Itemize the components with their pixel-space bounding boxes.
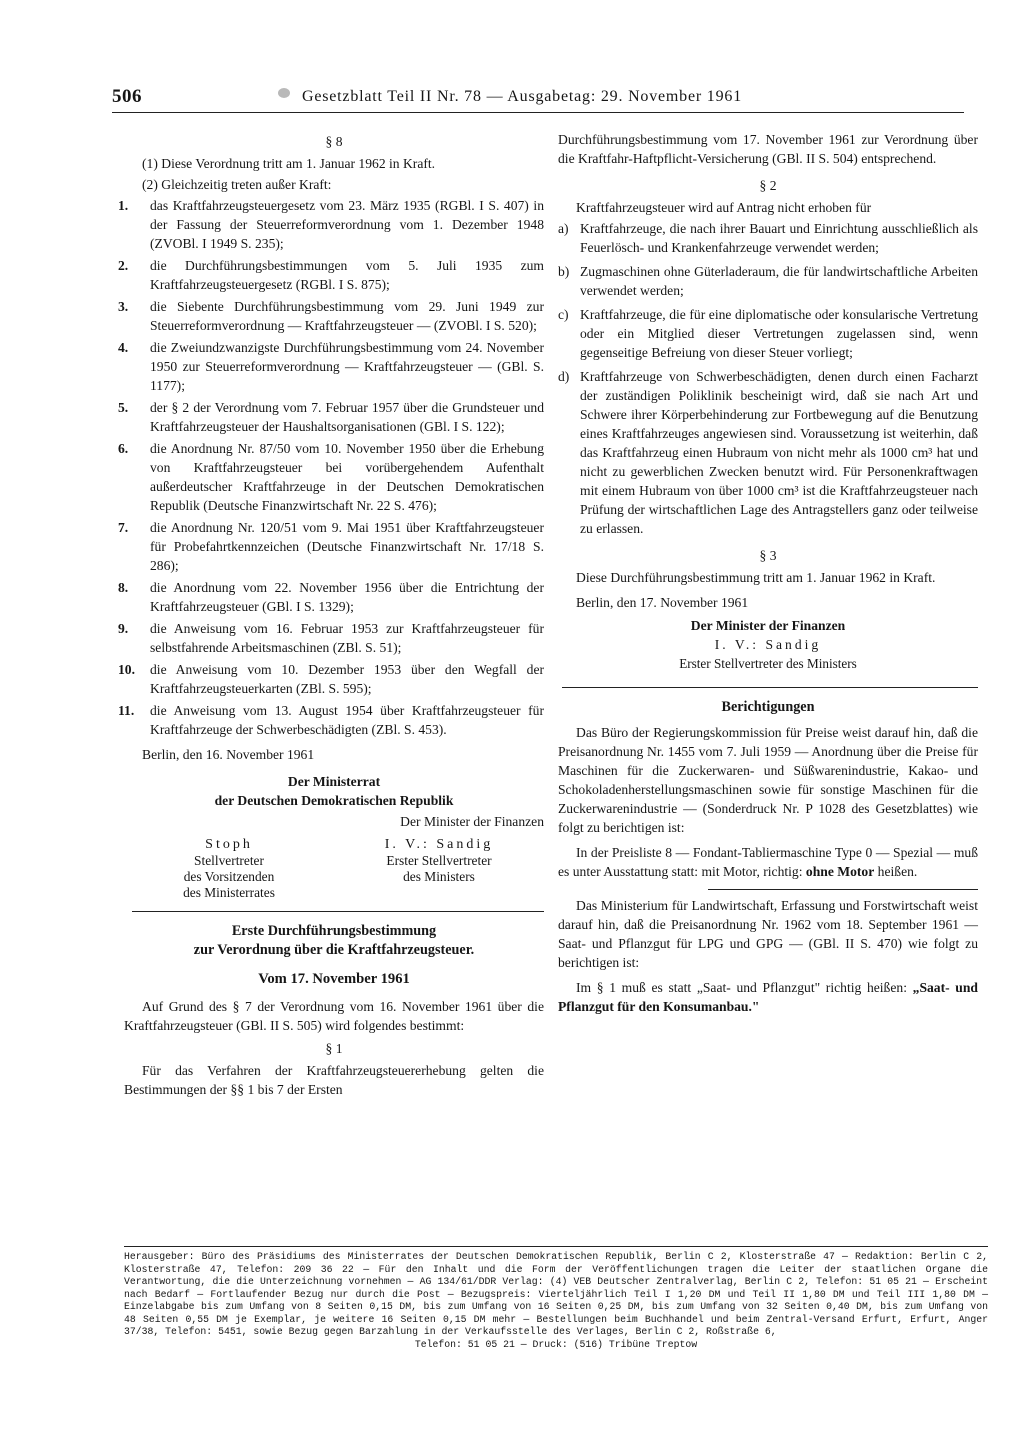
item-number: 9. xyxy=(118,621,129,636)
item-text: die Zweiundzwanzigste Durchführungsbestimmung vom 24. November 1950 zur Steuerreformverordnung — Kraftfahrzeugsteuer — (GBl. S. 1177); xyxy=(150,340,544,393)
exemption-list xyxy=(558,219,978,538)
list-item xyxy=(118,398,544,436)
short-divider xyxy=(708,889,978,890)
paragraph: Das Büro der Regierungskommission für Preise weist darauf hin, daß die Preisanordnung Nr. 1455 vom 7. Juli 1959 — Anordnung über die Preise für Maschinen für die Zuckerwaren- und Süßwarenindustrie, Kakao- und Schokoladenherstellungsmaschinen sowie für sonstige Maschinen für die Zuckerwarenindustrie — (Sonderdruck Nr. P 1028 des Gesetzblattes) wie folgt zu berichtigen ist: xyxy=(558,725,978,835)
signatory-role: des Vorsitzenden xyxy=(183,869,275,884)
minister-title: Der Minister der Finanzen xyxy=(690,618,846,633)
item-number: 8. xyxy=(118,580,129,595)
item-number: 7. xyxy=(118,520,129,535)
list-item xyxy=(558,305,978,362)
imprint-footer xyxy=(124,1246,988,1351)
item-text: Kraftfahrzeuge, die nach ihrer Bauart und Einrichtung ausschließlich als Feuerlösch- und Krankenfahrzeuge verwendet werden; xyxy=(580,221,978,255)
section-heading: § 3 xyxy=(759,548,777,563)
council-title: Der Ministerrat xyxy=(287,774,381,789)
item-text: die Anordnung Nr. 120/51 vom 9. Mai 1951 über Kraftfahrzeugsteuer für Probefahrtkennzeichen (Deutsche Finanzwirtschaft Nr. 17/18 S. 286); xyxy=(150,520,544,573)
signatory-role: Erster Stellvertreter des Ministers xyxy=(679,656,857,671)
list-item xyxy=(118,196,544,253)
item-text: der § 2 der Verordnung vom 7. Februar 1957 über die Grundsteuer und Kraftfahrzeugsteuer der Haushaltsorganisationen (GBl. I S. 122); xyxy=(150,400,544,434)
list-item xyxy=(118,578,544,616)
item-number: 11. xyxy=(118,703,135,718)
paragraph xyxy=(558,978,978,1016)
section-heading: § 2 xyxy=(759,178,777,193)
regulation-title xyxy=(124,922,544,960)
item-text: das Kraftfahrzeugsteuergesetz vom 23. März 1935 (RGBl. I S. 407) in der Fassung der Steuerreformverordnung vom 1. Dezember 1948 (ZVOBl. I 1949 S. 235); xyxy=(150,198,544,251)
header-title: Gesetzblatt Teil II Nr. 78 — Ausgabetag: 29. November 1961 xyxy=(302,88,743,105)
place-date: Berlin, den 17. November 1961 xyxy=(576,595,749,610)
paragraph: Für das Verfahren der Kraftfahrzeugsteuererhebung gelten die Bestimmungen der §§ 1 bis 7 der Ersten xyxy=(124,1063,544,1097)
signatory-role: Erster Stellvertreter xyxy=(386,853,492,868)
item-text: Kraftfahrzeuge, die für eine diplomatische oder konsularische Vertretung oder ein Mitglied dieser Vertretungen zugelassen sind, wenn gegenseitige Befreiung von dieser Steuer vorliegt; xyxy=(580,307,978,360)
print-mark-icon xyxy=(278,88,290,98)
section-heading: § 8 xyxy=(325,134,343,149)
list-item xyxy=(558,262,978,300)
imprint-text: Herausgeber: Büro des Präsidiums des Ministerrates der Deutschen Demokratischen Republik, Berlin C 2, Klosterstraße 47 — Redaktion: Berlin C 2, Klosterstraße 47, Telefon: 209 36 22 — Für den Inhalt und die Form der Veröffentlichungen tragen die Leiter der staatlichen Organe die Verantwortung, die die Unterzeichnung vornehmen — AG 134/61/DDR Verlag: (4) VEB Deutscher Zentralverlag, Berlin C 2, Telefon: 51 05 21 — Erscheint nach Bedarf — Fortlaufender Bezug nur durch die Post — Bezugspreis: Vierteljährlich Teil I 1,20 DM und Teil II 1,80 DM und Teil III 1,80 DM — Einzelabgabe bis zum Umfang von 8 Seiten 0,15 DM, bis zum Umfang von 16 Seiten 0,25 DM, bis zum Umfang von 32 Seiten 0,40 DM, bis zum Umfang von 48 Seiten 0,55 DM je Exemplar, je weitere 16 Seiten 0,15 DM mehr — Bestellungen beim Buchhandel und beim Zentral-Versand Erfurt, Erfurt, Anger 37/38, Telefon: 5451, sowie Bezug gegen Barzahlung in der Verkaufsstelle des Verlages, Berlin C 2, Roßstraße 6, xyxy=(124,1251,988,1337)
signatory-role: des Ministerrates xyxy=(183,885,275,900)
text-run: Im § 1 muß es statt „Saat- und Pflanzgut" richtig heißen: xyxy=(576,980,907,995)
item-number: 10. xyxy=(118,662,135,677)
item-text: die Anweisung vom 10. Dezember 1953 über den Wegfall der Kraftfahrzeugsteuerkarten (ZBl. S. 595); xyxy=(150,662,544,696)
item-number: a) xyxy=(558,221,569,236)
place-date: Berlin, den 16. November 1961 xyxy=(142,747,315,762)
item-number: b) xyxy=(558,264,570,279)
minister-title: Der Minister der Finanzen xyxy=(400,814,544,829)
signature-block xyxy=(124,837,544,901)
item-number: 2. xyxy=(118,258,129,273)
item-number: 6. xyxy=(118,441,129,456)
item-text: Kraftfahrzeuge von Schwerbeschädigten, denen durch einen Facharzt der zuständigen Poliklinik bescheinigt wird, daß sie nach Art und Schwere ihrer Körperbehinderung zur Fortbewegung auf die Benutzung eines Kraftfahrzeuges angewiesen sind. Voraussetzung ist weiterhin, daß das Kraftfahrzeug einen Hubraum von nicht mehr als 1000 cm³ hat und nicht zu gewerblichen Zwecken benutzt wird. Für Personenkraftwagen mit einem Hubraum von über 1000 cm³ ist die Kraftfahrzeugsteuer nach Prüfung der wirtschaftlichen Lage des Antragstellers ganz oder teilweise zu erlassen. xyxy=(580,369,978,536)
list-item xyxy=(118,701,544,739)
list-item xyxy=(118,338,544,395)
regulation-title-line2: zur Verordnung über die Kraftfahrzeugsteuer. xyxy=(193,942,475,958)
item-text: die Anweisung vom 16. Februar 1953 zur Kraftfahrzeugsteuer für selbstfahrende Arbeitsmaschinen (ZBl. S. 51); xyxy=(150,621,544,655)
council-title-line2: der Deutschen Demokratischen Republik xyxy=(214,793,454,808)
corrections-title: Berichtigungen xyxy=(721,699,815,715)
item-text: Zugmaschinen ohne Güterladeraum, die für landwirtschaftliche Arbeiten verwendet werden; xyxy=(580,264,978,298)
item-text: die Siebente Durchführungsbestimmung vom 29. Juni 1949 zur Steuerreformverordnung — Kraftfahrzeugsteuer — (ZVOBl. I S. 520); xyxy=(150,299,544,333)
paragraph: Auf Grund des § 7 der Verordnung vom 16. November 1961 über die Kraftfahrzeugsteuer (GBl. II S. 505) wird folgendes bestimmt: xyxy=(124,999,544,1033)
paragraph: (2) Gleichzeitig treten außer Kraft: xyxy=(142,177,332,192)
paragraph: Das Ministerium für Landwirtschaft, Erfassung und Forstwirtschaft weist darauf hin, daß die Preisanordnung Nr. 1962 vom 18. September 1961 — Saat- und Pflanzgut für LPG und GPG — (GBl. II S. 470) wie folgt zu berichtigen ist: xyxy=(558,898,978,970)
item-number: 1. xyxy=(118,198,129,213)
paragraph: (1) Diese Verordnung tritt am 1. Januar 1962 in Kraft. xyxy=(142,156,436,171)
list-item xyxy=(118,660,544,698)
item-number: d) xyxy=(558,369,570,384)
item-text: die Durchführungsbestimmungen vom 5. Juli 1935 zum Kraftfahrzeugsteuergesetz (RGBl. I S. 875); xyxy=(150,258,544,292)
text-run-bold: „Saat- und Pflanzgut für den Konsumanbau." xyxy=(558,980,978,1014)
section-heading: § 1 xyxy=(325,1041,343,1056)
signatory-role: des Ministers xyxy=(403,869,475,884)
signature-left xyxy=(124,837,334,901)
item-text: die Anweisung vom 13. August 1954 über Kraftfahrzeugsteuer für Kraftfahrzeuge der Schwerbeschädigten (ZBl. S. 453). xyxy=(150,703,544,737)
paragraph xyxy=(558,843,978,881)
regulation-title-line1: Erste Durchführungsbestimmung xyxy=(231,923,437,939)
item-number: 3. xyxy=(118,299,129,314)
signatory-name: I. V.: Sandig xyxy=(384,837,494,852)
item-number: c) xyxy=(558,307,569,322)
paragraph: Kraftfahrzeugsteuer wird auf Antrag nicht erhoben für xyxy=(576,200,872,215)
list-item xyxy=(558,219,978,257)
signatory-name: I. V.: Sandig xyxy=(714,637,822,652)
paragraph: Diese Durchführungsbestimmung tritt am 1. Januar 1962 in Kraft. xyxy=(576,570,936,585)
divider xyxy=(132,911,544,912)
text-run-bold: ohne Motor xyxy=(805,864,875,879)
list-item xyxy=(118,439,544,515)
list-item xyxy=(118,518,544,575)
item-text: die Anordnung vom 22. November 1956 über die Entrichtung der Kraftfahrzeugsteuer (GBl. I S. 1329); xyxy=(150,580,544,614)
signature-right xyxy=(334,837,544,901)
list-item xyxy=(558,367,978,538)
regulation-date: Vom 17. November 1961 xyxy=(258,971,410,987)
signatory-name: Stoph xyxy=(205,837,253,852)
page-header xyxy=(112,84,964,113)
page-number: 506 xyxy=(112,86,142,107)
left-column xyxy=(118,128,544,1234)
item-number: 4. xyxy=(118,340,129,355)
list-item xyxy=(118,297,544,335)
item-number: 5. xyxy=(118,400,129,415)
repeal-list xyxy=(118,196,544,739)
item-text: die Anordnung Nr. 87/50 vom 10. November 1950 über die Erhebung von Kraftfahrzeugsteuer bei vorübergehendem Aufenthalt außerdeutscher Kraftfahrzeuge in der Deutschen Demokratischen Republik (Deutsche Finanzwirtschaft Nr. 22 S. 476); xyxy=(150,441,544,513)
list-item xyxy=(118,256,544,294)
signatory-role: Stellvertreter xyxy=(194,853,264,868)
divider xyxy=(562,687,978,688)
imprint-last-line: Telefon: 51 05 21 — Druck: (516) Tribüne Treptow xyxy=(414,1338,698,1350)
list-item xyxy=(118,619,544,657)
right-column xyxy=(558,128,978,1234)
text-run: In der Preisliste 8 — Fondant-Tabliermaschine Type 0 — Spezial — muß es unter Ausstattung statt: mit Motor, richtig: xyxy=(558,845,978,879)
text-run: heißen. xyxy=(877,864,918,879)
paragraph: Durchführungsbestimmung vom 17. November 1961 zur Verordnung über die Kraftfahr-Haftpflicht-Versicherung (GBl. II S. 504) entsprechend. xyxy=(558,132,978,166)
